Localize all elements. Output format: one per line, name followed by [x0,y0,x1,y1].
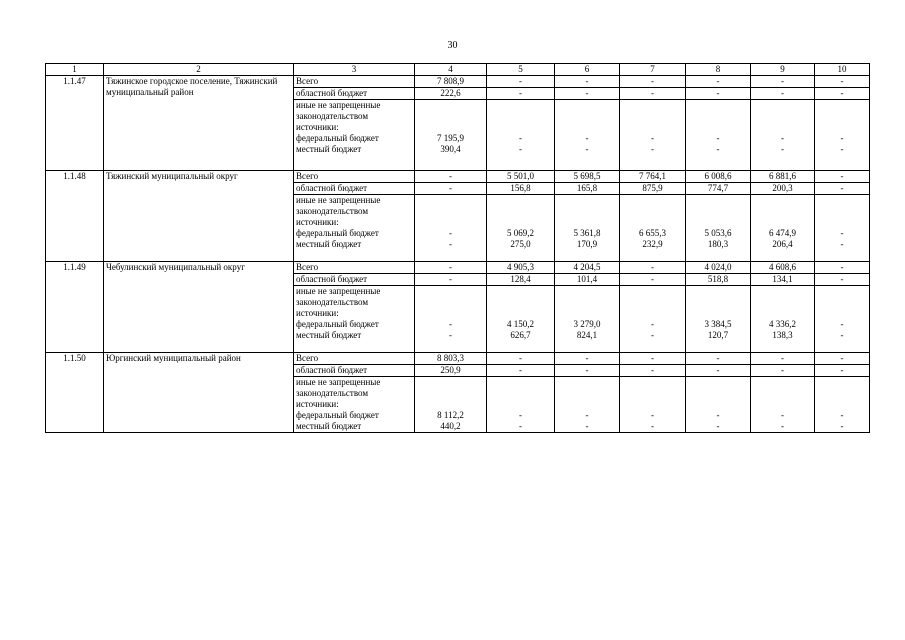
value-cell: - [751,365,815,377]
label-regional: областной бюджет [294,274,415,286]
value-cell: - [487,353,555,365]
value-cell: 7 808,9 [415,76,487,88]
value-cell: - [815,228,870,239]
value-cell: - [555,88,620,100]
page-number: 30 [447,40,458,51]
budget-table [45,63,870,433]
value-cell: - [415,274,487,286]
value-cell: 390,4 [415,144,487,171]
value-cell: 222,6 [415,88,487,100]
value-cell: - [751,421,815,433]
empty-cell [815,286,870,320]
value-cell: - [620,353,686,365]
value-cell: - [415,183,487,195]
value-cell: - [815,421,870,433]
empty-cell [751,377,815,411]
column-number: 8 [686,64,751,76]
value-cell: 275,0 [487,239,555,262]
row-id: 1.1.48 [46,171,104,262]
empty-cell [620,100,686,134]
value-cell: - [751,144,815,171]
empty-cell [415,377,487,411]
label-total: Всего [294,353,415,365]
value-cell: 5 053,6 [686,228,751,239]
empty-cell [751,100,815,134]
empty-cell [487,195,555,229]
value-cell: - [620,274,686,286]
value-cell: 134,1 [751,274,815,286]
value-cell: 156,8 [487,183,555,195]
row-id: 1.1.49 [46,262,104,353]
value-cell: 120,7 [686,330,751,353]
value-cell: 5 698,5 [555,171,620,183]
value-cell: - [686,144,751,171]
value-cell: - [415,239,487,262]
empty-cell [487,100,555,134]
value-cell: - [487,365,555,377]
empty-cell [620,286,686,320]
value-cell: 5 361,8 [555,228,620,239]
value-cell: - [815,144,870,171]
value-cell: - [815,410,870,421]
label-local: местный бюджет [294,330,415,353]
empty-cell [555,286,620,320]
value-cell: - [686,353,751,365]
empty-cell [555,195,620,229]
label-local: местный бюджет [294,421,415,433]
value-cell: 774,7 [686,183,751,195]
value-cell: - [815,76,870,88]
value-cell: - [815,239,870,262]
value-cell: 128,4 [487,274,555,286]
table-row [46,262,870,274]
value-cell: 8 112,2 [415,410,487,421]
value-cell: 232,9 [620,239,686,262]
empty-cell [686,195,751,229]
value-cell: - [815,330,870,353]
value-cell: 250,9 [415,365,487,377]
value-cell: 4 905,3 [487,262,555,274]
value-cell: - [415,228,487,239]
value-cell: - [815,353,870,365]
value-cell: - [751,353,815,365]
column-number: 5 [487,64,555,76]
label-federal: федеральный бюджет [294,319,415,330]
value-cell: - [815,319,870,330]
value-cell: - [620,421,686,433]
row-name: Тяжинский муниципальный округ [104,171,294,262]
value-cell: - [415,319,487,330]
value-cell: - [751,133,815,144]
value-cell: - [415,330,487,353]
value-cell: 3 384,5 [686,319,751,330]
row-name: Юргинский муниципальный район [104,353,294,433]
value-cell: 5 069,2 [487,228,555,239]
value-cell: - [415,262,487,274]
value-cell: 5 501,0 [487,171,555,183]
value-cell: 6 474,9 [751,228,815,239]
value-cell: - [620,133,686,144]
label-other-sources: иные не запрещенные законодательством источники: [294,286,415,320]
value-cell: - [555,76,620,88]
empty-cell [555,100,620,134]
column-number: 10 [815,64,870,76]
column-number: 9 [751,64,815,76]
empty-cell [620,195,686,229]
empty-cell [751,286,815,320]
empty-cell [415,195,487,229]
label-regional: областной бюджет [294,365,415,377]
empty-cell [686,286,751,320]
value-cell: 4 608,6 [751,262,815,274]
value-cell: - [555,144,620,171]
label-regional: областной бюджет [294,88,415,100]
table-row [46,171,870,183]
label-total: Всего [294,76,415,88]
value-cell: 165,8 [555,183,620,195]
empty-cell [415,100,487,134]
value-cell: 138,3 [751,330,815,353]
value-cell: - [686,365,751,377]
value-cell: - [555,353,620,365]
value-cell: - [751,88,815,100]
label-total: Всего [294,262,415,274]
value-cell: - [620,76,686,88]
value-cell: - [620,365,686,377]
value-cell: 824,1 [555,330,620,353]
column-number: 1 [46,64,104,76]
value-cell: - [815,88,870,100]
empty-cell [487,286,555,320]
value-cell: - [815,133,870,144]
row-id: 1.1.47 [46,76,104,171]
value-cell: 6 008,6 [686,171,751,183]
empty-cell [620,377,686,411]
value-cell: 170,9 [555,239,620,262]
value-cell: - [620,330,686,353]
value-cell: 7 195,9 [415,133,487,144]
value-cell: - [751,76,815,88]
value-cell: - [415,171,487,183]
label-regional: областной бюджет [294,183,415,195]
value-cell: 200,3 [751,183,815,195]
label-other-sources: иные не запрещенные законодательством источники: [294,195,415,229]
empty-cell [487,377,555,411]
value-cell: - [686,88,751,100]
value-cell: - [487,421,555,433]
value-cell: - [815,365,870,377]
value-cell: 7 764,1 [620,171,686,183]
empty-cell [815,377,870,411]
row-id: 1.1.50 [46,353,104,433]
value-cell: - [487,144,555,171]
value-cell: - [620,262,686,274]
value-cell: - [487,76,555,88]
value-cell: - [555,365,620,377]
value-cell: 518,8 [686,274,751,286]
value-cell: 440,2 [415,421,487,433]
value-cell: 101,4 [555,274,620,286]
table-row [46,353,870,365]
column-number: 3 [294,64,415,76]
table-row [46,76,870,88]
empty-cell [686,377,751,411]
value-cell: 875,9 [620,183,686,195]
empty-cell [751,195,815,229]
value-cell: - [555,410,620,421]
value-cell: - [487,88,555,100]
empty-cell [686,100,751,134]
value-cell: - [686,421,751,433]
label-local: местный бюджет [294,144,415,171]
value-cell: 4 024,0 [686,262,751,274]
empty-cell [815,195,870,229]
value-cell: - [751,410,815,421]
column-number: 4 [415,64,487,76]
value-cell: - [815,171,870,183]
empty-cell [815,100,870,134]
empty-cell [415,286,487,320]
label-federal: федеральный бюджет [294,228,415,239]
column-number-row [46,64,870,76]
value-cell: - [686,76,751,88]
label-other-sources: иные не запрещенные законодательством источники: [294,377,415,411]
label-other-sources: иные не запрещенные законодательством источники: [294,100,415,134]
label-federal: федеральный бюджет [294,133,415,144]
value-cell: - [620,319,686,330]
value-cell: 4 336,2 [751,319,815,330]
column-number: 7 [620,64,686,76]
value-cell: - [815,262,870,274]
value-cell: - [555,133,620,144]
value-cell: - [815,183,870,195]
column-number: 2 [104,64,294,76]
value-cell: - [487,133,555,144]
value-cell: - [487,410,555,421]
value-cell: 8 803,3 [415,353,487,365]
row-name: Чебулинский муниципальный округ [104,262,294,353]
value-cell: - [620,88,686,100]
value-cell: 626,7 [487,330,555,353]
label-federal: федеральный бюджет [294,410,415,421]
value-cell: 4 204,5 [555,262,620,274]
empty-cell [555,377,620,411]
value-cell: - [686,410,751,421]
value-cell: - [620,144,686,171]
value-cell: - [815,274,870,286]
value-cell: 180,3 [686,239,751,262]
label-local: местный бюджет [294,239,415,262]
value-cell: - [555,421,620,433]
value-cell: 4 150,2 [487,319,555,330]
value-cell: 6 881,6 [751,171,815,183]
column-number: 6 [555,64,620,76]
value-cell: - [620,410,686,421]
label-total: Всего [294,171,415,183]
value-cell: 206,4 [751,239,815,262]
row-name: Тяжинское городское поселение, Тяжинский муниципальный район [104,76,294,171]
value-cell: - [686,133,751,144]
value-cell: 3 279,0 [555,319,620,330]
value-cell: 6 655,3 [620,228,686,239]
